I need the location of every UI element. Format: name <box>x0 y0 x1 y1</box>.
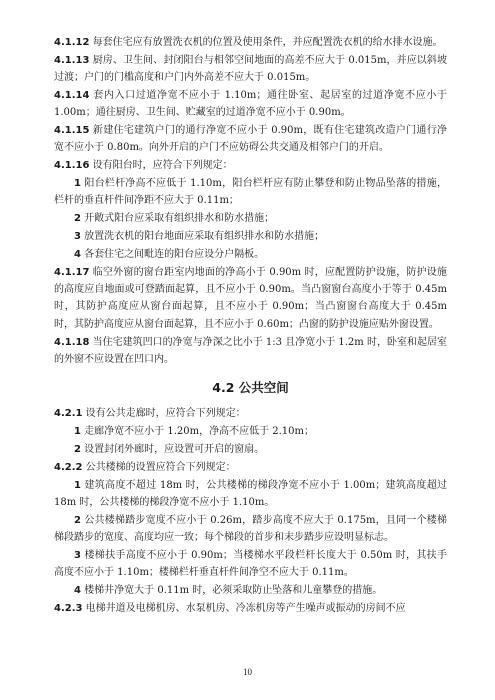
clause-text: 每套住宅应有放置洗衣机的位置及使用条件，并应配置洗衣机的给水排水设施。 <box>89 37 443 48</box>
item-text: 阳台栏杆净高不应低于 1.10m，阳台栏杆应有防止攀登和防止物品坠落的措施，栏杆的垂直杆件间净距不应大于 0.11m； <box>54 178 447 207</box>
item-number: 3 <box>74 550 81 561</box>
list-item-4 <box>54 582 447 599</box>
clause-text: 设有公共走廊时，应符合下列规定： <box>82 408 246 419</box>
clause-text: 新建住宅建筑户门的通行净宽不应小于 0.90m，既有住宅建筑改造户门通行净宽不应小于 0.80m。向外开启的户门不应妨碍公共交通及相邻户门的开启。 <box>54 125 447 154</box>
clause-4-1-17 <box>54 264 447 333</box>
clause-text: 当住宅建筑凹口的净宽与净深之比小于 1:3 且净宽小于 1.2m 时，卧室和起居室的外窗不应设置在凹口内。 <box>54 337 447 366</box>
clause-text: 设有阳台时，应符合下列规定： <box>89 160 233 171</box>
clause-text: 厨房、卫生间、封闭阳台与相邻空间地面的高差不应大于 0.015m，并应以斜坡过渡；户门的门槛高度和户门内外高差不应大于 0.015m。 <box>54 55 447 84</box>
item-number: 2 <box>74 213 81 224</box>
list-item-1 <box>54 423 447 440</box>
item-text: 建筑高度不超过 18m 时，公共楼梯的梯段净宽不应小于 1.00m；建筑高度超过 18m 时，公共楼梯的梯段净宽不应小于 1.10m。 <box>54 480 447 509</box>
clause-4-2-3 <box>54 600 447 617</box>
clause-4-1-18 <box>54 334 447 368</box>
clause-number: 4.1.12 <box>54 37 90 48</box>
item-text: 楼梯井净宽大于 0.11m 时，必须采取防止坠落和儿童攀登的措施。 <box>80 585 383 596</box>
clause-number: 4.2.2 <box>54 462 83 473</box>
clause-4-1-12 <box>54 34 447 51</box>
list-item-3 <box>54 228 447 245</box>
item-text: 楼梯扶手高度不应小于 0.90m；当楼梯水平段栏杆长度大于 0.50m 时，其扶手高度不应小于 1.10m；楼梯栏杆垂直杆件间净空不应大于 0.11m。 <box>54 550 447 579</box>
clause-4-1-13 <box>54 52 447 86</box>
item-number: 2 <box>74 515 81 526</box>
item-number: 1 <box>74 480 81 491</box>
item-text: 开敞式阳台应采取有组织排水和防水措施； <box>80 213 275 224</box>
list-item-2 <box>54 512 447 546</box>
clause-number: 4.1.15 <box>54 125 90 136</box>
clause-4-2-1 <box>54 405 447 422</box>
list-item-1 <box>54 477 447 511</box>
item-number: 4 <box>74 249 81 260</box>
clause-text: 临空外窗的窗台距室内地面的净高小于 0.90m 时，应配置防护设施，防护设施的高度应自地面或可登踏面起算，且不应小于 0.90m。当凸窗窗台高度小于等于 0.45m 时，其防护高度应从窗台面起算，且不应小于 0.90m；当凸窗窗台高度大于 0.45m 时，其防护高度应从窗台面起算，且不应小于 0.60m；凸窗的防护设施应贴外窗设置。 <box>54 267 447 330</box>
item-text: 公共楼梯踏步宽度不应小于 0.26m，踏步高度不应大于 0.175m，且同一个楼梯梯段踏步的宽度、高度均应一致；每个梯段的首步和末步踏步应设明显标志。 <box>54 515 447 544</box>
clause-number: 4.1.13 <box>54 55 90 66</box>
list-item-3 <box>54 547 447 581</box>
clause-text: 电梯井道及电梯机房、水泵机房、冷冻机房等产生噪声或振动的房间不应 <box>82 603 406 614</box>
clause-4-1-14 <box>54 87 447 121</box>
list-item-2 <box>54 441 447 458</box>
list-item-2 <box>54 210 447 227</box>
clause-number: 4.2.3 <box>54 603 83 614</box>
clause-text: 套内入口过道净宽不应小于 1.10m；通往卧室、起居室的过道净宽不应小于 1.00m；通往厨房、卫生间、贮藏室的过道净宽不应小于 0.90m。 <box>54 90 447 119</box>
list-item-4 <box>54 246 447 263</box>
clause-number: 4.1.18 <box>54 337 90 348</box>
item-number: 2 <box>74 444 81 455</box>
item-text: 各套住宅之间毗连的阳台应设分户隔板。 <box>80 249 265 260</box>
item-number: 1 <box>74 178 81 189</box>
item-text: 走廊净宽不应小于 1.20m，净高不应低于 2.10m； <box>80 426 315 437</box>
clause-number: 4.1.16 <box>54 160 90 171</box>
item-number: 1 <box>74 426 81 437</box>
page-number: 10 <box>243 667 252 677</box>
clause-4-2-2 <box>54 459 447 476</box>
clause-number: 4.2.1 <box>54 408 83 419</box>
clause-4-1-15 <box>54 122 447 156</box>
item-text: 放置洗衣机的阳台地面应采取有组织排水和防水措施； <box>80 231 325 242</box>
item-number: 4 <box>74 585 81 596</box>
item-text: 设置封闭外廊时，应设置可开启的窗扇。 <box>80 444 265 455</box>
section-title: 4.2 公共空间 <box>212 380 289 395</box>
list-item-1 <box>54 175 447 209</box>
item-number: 3 <box>74 231 81 242</box>
clause-4-1-16 <box>54 157 447 174</box>
clause-text: 公共楼梯的设置应符合下列规定： <box>82 462 236 473</box>
clause-number: 4.1.17 <box>54 267 90 278</box>
clause-number: 4.1.14 <box>54 90 90 101</box>
